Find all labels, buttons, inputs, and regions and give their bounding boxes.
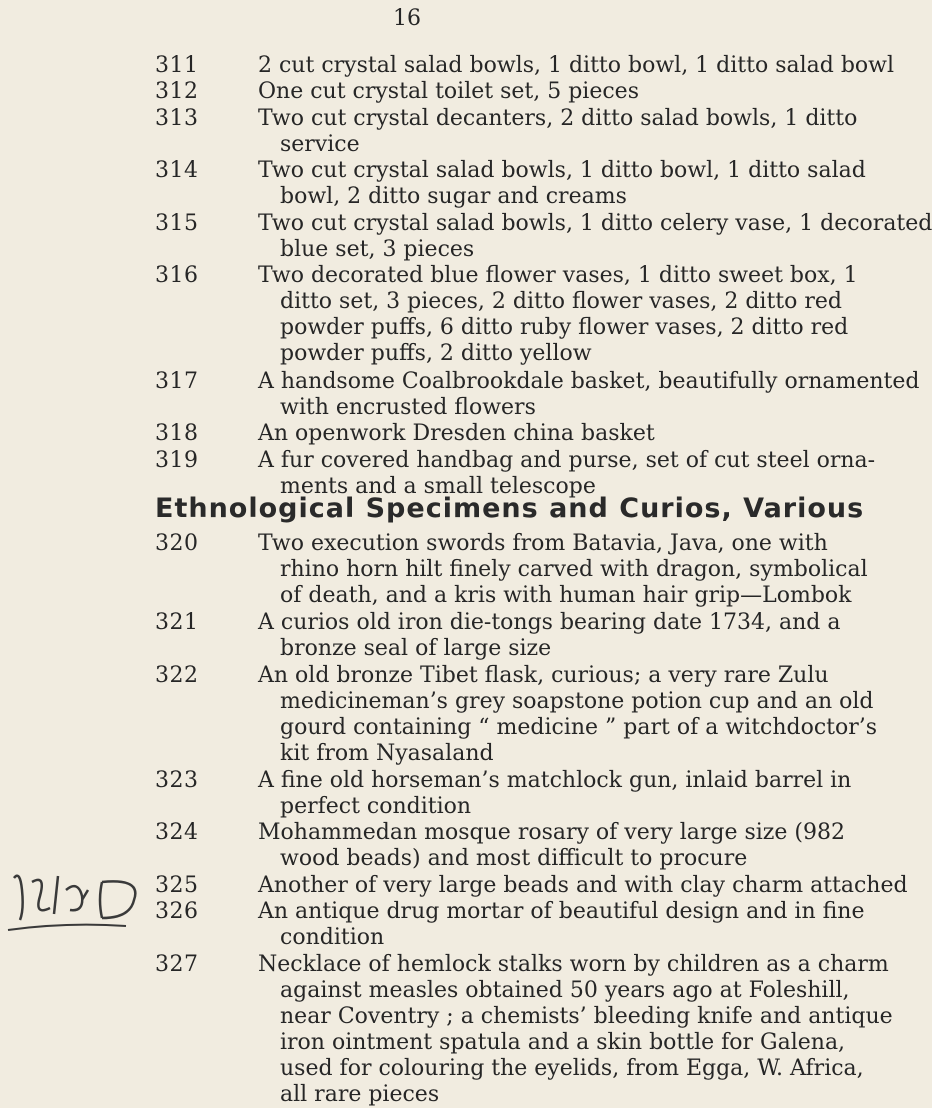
lot-description-line: A fur covered handbag and purse, set of cut steel orna- <box>258 447 876 473</box>
lot-description <box>258 820 845 872</box>
lot-description <box>258 105 858 158</box>
lot-description-line: Two cut crystal salad bowls, 1 ditto bowl, 1 ditto salad <box>258 158 866 184</box>
lot-description <box>258 79 788 105</box>
lot-description-line: against measles obtained 50 years ago at Foleshill, <box>280 977 850 1003</box>
lot-description-line: used for colouring the eyelids, from Egga, W. Africa, <box>280 1055 864 1081</box>
lot-description <box>258 872 908 899</box>
lot-description <box>258 609 841 662</box>
lot-description-line: near Coventry ; a chemists’ bleeding knife and antique <box>280 1003 893 1029</box>
lot-number: 323 <box>155 767 199 793</box>
lot-description-line: Two decorated blue flower vases, 1 ditto sweet box, 1 <box>258 263 858 289</box>
lot-number: 318 <box>155 421 199 447</box>
lot-description-line: of death, and a kris with human hair grip—Lombok <box>280 583 852 608</box>
lot-description <box>258 951 893 1108</box>
lot-number: 324 <box>155 820 199 846</box>
lot-description-line: ments and a small telescope <box>280 473 596 499</box>
lot-description-line: A fine old horseman’s matchlock gun, inlaid barrel in <box>258 767 852 793</box>
lot-description-line: blue set, 3 pieces <box>280 236 475 262</box>
lot-description-line: ditto set, 3 pieces, 2 ditto flower vases, 2 ditto red <box>280 289 843 315</box>
lot-number: 314 <box>155 158 199 184</box>
lot-number: 326 <box>155 899 199 925</box>
lot-description-line: rhino horn hilt finely carved with dragon, symbolical <box>280 557 868 582</box>
lot-description <box>258 531 868 609</box>
lot-description <box>258 447 876 500</box>
lot-description-line: with encrusted flowers <box>280 394 536 420</box>
lot-description-line: gourd containing “ medicine ” part of a witchdoctor’s <box>280 714 878 740</box>
lot-description-line: Mohammedan mosque rosary of very large size (982 <box>258 820 845 846</box>
lot-description <box>258 767 852 820</box>
lot-description-line: all rare pieces <box>280 1081 440 1107</box>
lot-description-line: Two cut crystal decanters, 2 ditto salad bowls, 1 ditto <box>258 105 858 131</box>
lot-description-line: wood beads) and most difficult to procure <box>280 846 748 872</box>
lot-number: 327 <box>155 951 199 977</box>
lot-description-line: Necklace of hemlock stalks worn by children as a charm <box>258 951 889 977</box>
lot-description-line: An antique drug mortar of beautiful design and in fine <box>258 899 865 925</box>
lot-description-line: powder puffs, 2 ditto yellow <box>280 341 592 367</box>
lot-description <box>258 899 865 951</box>
lot-number: 315 <box>155 210 199 236</box>
lot-description-line: service <box>280 131 360 157</box>
section-heading: Ethnological Specimens and Curios, Various <box>155 493 865 524</box>
lot-number: 317 <box>155 368 199 394</box>
lot-description-line: 2 cut crystal salad bowls, 1 ditto bowl, 1 ditto salad bowl <box>258 53 895 78</box>
lot-description <box>258 368 920 421</box>
lot-description-line: Two execution swords from Batavia, Java, one with <box>258 531 828 556</box>
lot-description-line: condition <box>280 925 385 951</box>
lot-description-line: An old bronze Tibet flask, curious; a very rare Zulu <box>258 662 829 688</box>
lot-number: 316 <box>155 263 199 289</box>
lot-description-line: bronze seal of large size <box>280 635 552 661</box>
lot-description-line: medicineman’s grey soapstone potion cup and an old <box>280 688 874 714</box>
handwritten-annotation-icon <box>6 860 146 940</box>
lot-description <box>258 210 932 263</box>
lot-description-line: kit from Nyasaland <box>280 740 494 766</box>
lot-description-line: One cut crystal toilet set, 5 pieces <box>258 79 639 105</box>
lot-description <box>258 662 878 767</box>
lot-description-line: bowl, 2 ditto sugar and creams <box>280 184 627 210</box>
lot-number: 320 <box>155 531 199 556</box>
lot-description-line: perfect condition <box>280 793 472 819</box>
lot-number: 313 <box>155 105 199 131</box>
lot-description-line: An openwork Dresden china basket <box>258 421 655 447</box>
lot-number: 321 <box>155 609 199 635</box>
lot-description-line: Another of very large beads and with clay charm attached <box>258 872 908 898</box>
page-number: 16 <box>393 6 421 31</box>
lot-number: 312 <box>155 79 199 105</box>
lot-description <box>258 158 866 210</box>
lot-description-line: Two cut crystal salad bowls, 1 ditto celery vase, 1 decorated <box>258 210 932 236</box>
lot-number: 325 <box>155 872 199 898</box>
lot-description-line: A curios old iron die-tongs bearing date 1734, and a <box>258 609 841 635</box>
lot-description <box>258 263 858 367</box>
lot-number: 322 <box>155 662 199 688</box>
lot-description <box>258 53 895 79</box>
lot-description-line: powder puffs, 6 ditto ruby flower vases, 2 ditto red <box>280 315 849 341</box>
lot-number: 319 <box>155 447 199 473</box>
lot-number: 311 <box>155 53 199 78</box>
lot-description-line: iron ointment spatula and a skin bottle for Galena, <box>280 1029 846 1055</box>
lot-description <box>258 421 788 447</box>
lot-description-line: A handsome Coalbrookdale basket, beautifully ornamented <box>258 368 920 394</box>
